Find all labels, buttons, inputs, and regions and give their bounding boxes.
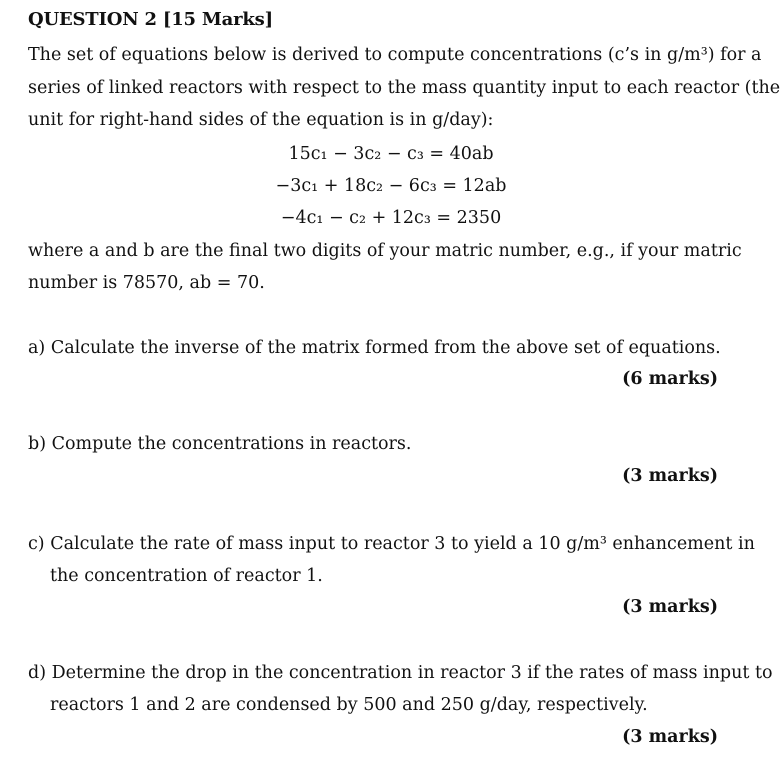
part-c-text-line-2: the concentration of reactor 1. bbox=[50, 566, 323, 586]
part-d-text-line-2: reactors 1 and 2 are condensed by 500 and 250 g/day, respectively. bbox=[50, 695, 648, 715]
part-a-marks: (6 marks) bbox=[622, 369, 718, 389]
part-b-marks: (3 marks) bbox=[622, 466, 718, 486]
part-d-text-line-1: d) Determine the drop in the concentration in reactor 3 if the rates of mass input to bbox=[28, 663, 773, 683]
part-c-text-line-1: c) Calculate the rate of mass input to reactor 3 to yield a 10 g/m³ enhancement in bbox=[28, 534, 755, 554]
intro-line-3: unit for right-hand sides of the equation is in g/day): bbox=[28, 110, 494, 130]
intro-line-1: The set of equations below is derived to compute concentrations (c’s in g/m³) for a bbox=[28, 45, 762, 65]
part-c-marks: (3 marks) bbox=[622, 597, 718, 617]
where-line-1: where a and b are the final two digits of your matric number, e.g., if your matric bbox=[28, 241, 742, 261]
question-title: QUESTION 2 [15 Marks] bbox=[28, 9, 273, 30]
equation-3: −4c₁ − c₂ + 12c₃ = 2350 bbox=[280, 208, 502, 228]
part-d-marks: (3 marks) bbox=[622, 727, 718, 747]
where-line-2: number is 78570, ab = 70. bbox=[28, 273, 265, 293]
part-b-text: b) Compute the concentrations in reactors. bbox=[28, 434, 412, 454]
intro-line-2: series of linked reactors with respect to the mass quantity input to each reactor (the bbox=[28, 78, 781, 98]
part-a-text: a) Calculate the inverse of the matrix formed from the above set of equations. bbox=[28, 338, 721, 358]
equation-2: −3c₁ + 18c₂ − 6c₃ = 12ab bbox=[275, 176, 507, 196]
equation-1: 15c₁ − 3c₂ − c₃ = 40ab bbox=[288, 144, 494, 164]
